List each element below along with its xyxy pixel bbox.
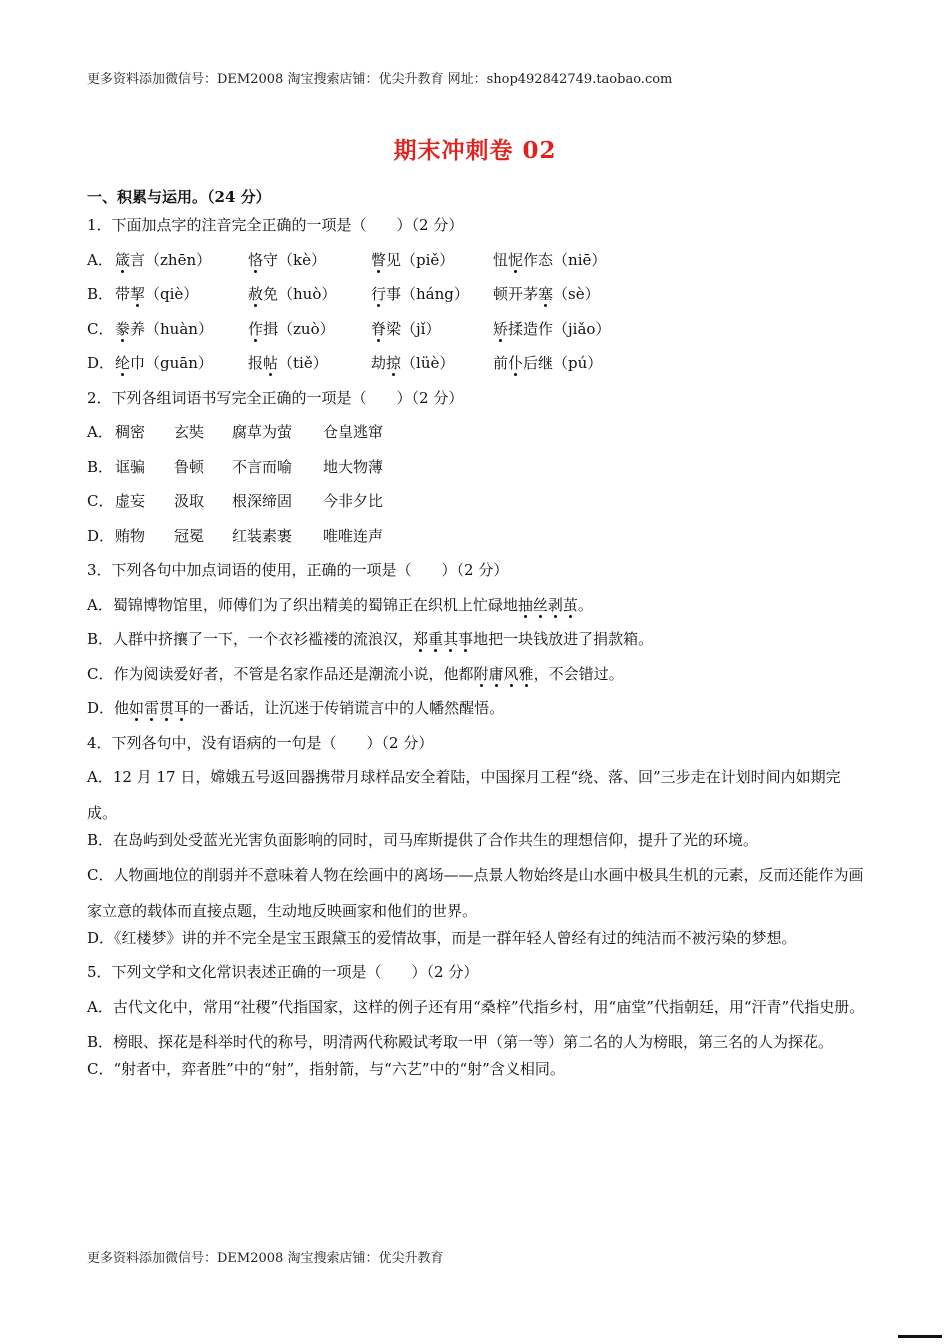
- option-label: A．: [87, 250, 113, 269]
- dotted-char: 行: [371, 285, 387, 303]
- option-word: 根深缔固: [232, 492, 293, 510]
- dotted-char: 恪: [248, 250, 264, 269]
- dotted-char: 纶: [115, 354, 131, 372]
- sentence-prefix: 作为阅读爱好者，不管是名家作品还是潮流小说，他都: [113, 664, 474, 683]
- page-footer: 更多资料添加微信号：DEM2008 淘宝搜索店铺：优尖升教育: [87, 1251, 444, 1266]
- option-text: 人物画地位的削弱并不意味着人物在绘画中的离场——点景人物始终是山水画中极具生机的元素，反而还能作为画家立意的载体而直接点题，生动地反映画家和他们的世界。: [87, 865, 864, 920]
- option-row: [87, 491, 867, 511]
- option-item: [493, 284, 600, 304]
- option-text: 榜眼、探花是科举时代的称号，明清两代称殿试考取一甲（第一等）第二名的人为榜眼，第三名的人为探花。: [113, 1032, 834, 1051]
- option-row: [87, 698, 867, 718]
- dotted-char: 风: [503, 664, 519, 683]
- item-prefix: 劫: [371, 354, 387, 372]
- sentence-prefix: 他: [114, 699, 130, 717]
- exam-content: [87, 186, 867, 1093]
- question-1-options: [87, 250, 867, 374]
- option-label: C．: [87, 492, 114, 510]
- dotted-char: 茧: [562, 595, 578, 614]
- item-suffix: 见（piě）: [386, 250, 455, 269]
- option-text: 《红楼梦》讲的并不完全是宝玉跟黛玉的爱情故事，而是一群年轻人曾经有过的纯洁而不被污染的梦想。: [114, 928, 797, 947]
- option-row: [87, 422, 867, 442]
- option-row: [87, 319, 867, 339]
- dotted-char: 雷: [144, 699, 160, 717]
- item-suffix: （qiè）: [145, 285, 199, 303]
- page-header: 更多资料添加微信号：DEM2008 淘宝搜索店铺：优尖升教育 网址：shop492842749.taobao.com: [87, 72, 673, 87]
- option-row: [87, 857, 867, 929]
- option-item: [493, 250, 606, 270]
- dotted-char: 如: [129, 699, 145, 717]
- sentence-suffix: 。: [577, 595, 593, 614]
- dotted-char: 郑: [413, 630, 429, 648]
- option-word: 贿物: [115, 526, 146, 545]
- dotted-char: 剥: [547, 595, 563, 614]
- option-row: [87, 250, 867, 270]
- item-suffix: 免（huò）: [263, 285, 337, 303]
- option-label: A．: [87, 768, 113, 786]
- item-suffix: 后继（pú）: [523, 354, 603, 372]
- item-suffix: 守（kè）: [263, 250, 326, 269]
- item-prefix: 顿开茅: [493, 285, 539, 303]
- dotted-char: 庸: [488, 664, 504, 683]
- option-label: B．: [87, 630, 114, 648]
- option-row: [87, 1059, 867, 1079]
- item-prefix: 带: [115, 285, 131, 303]
- option-item: [493, 319, 610, 339]
- dotted-char: 作: [248, 319, 264, 338]
- option-row: [87, 353, 867, 373]
- option-row: [87, 526, 867, 546]
- item-suffix: 养（huàn）: [130, 319, 213, 338]
- item-suffix: 言（zhēn）: [130, 250, 212, 269]
- option-label: B．: [87, 457, 114, 476]
- dotted-char: 丝: [532, 595, 548, 614]
- corner-mark: [898, 1335, 942, 1338]
- option-item: [371, 319, 493, 339]
- dotted-word: [518, 596, 578, 614]
- option-label: D．: [87, 526, 115, 545]
- dotted-char: 事: [458, 630, 474, 648]
- item-suffix: 揉造作（jiǎo）: [508, 319, 611, 338]
- dotted-char: 赦: [248, 285, 264, 303]
- option-item: [371, 353, 493, 373]
- dotted-word: [413, 630, 473, 648]
- option-item: [115, 353, 248, 373]
- question-1-stem: 1．下面加点字的注音完全正确的一项是（ ）（2 分）: [87, 216, 464, 234]
- question-2-stem: 2．下列各组词语书写完全正确的一项是（ ）（2 分）: [87, 388, 464, 407]
- dotted-char: 仆: [508, 354, 524, 372]
- option-item: [371, 284, 493, 304]
- item-suffix: 作态（niē）: [523, 250, 607, 269]
- option-item: [115, 284, 248, 304]
- dotted-word: [474, 665, 534, 683]
- option-row: [87, 989, 867, 1025]
- sentence-suffix: 的一番话，让沉迷于传销谎言中的人幡然醒悟。: [189, 699, 505, 717]
- dotted-char: 掠: [386, 354, 402, 372]
- option-label: B．: [87, 831, 114, 849]
- dotted-char: 帖: [263, 354, 279, 372]
- option-text: 在岛屿到处受蓝光光害负面影响的同时，司马库斯提供了合作共生的理想信仰，提升了光的环境。: [113, 831, 759, 849]
- option-label: D．: [87, 928, 115, 947]
- option-word: 诓骗: [115, 457, 146, 476]
- option-row: [87, 664, 867, 684]
- option-label: A．: [87, 423, 113, 441]
- item-suffix: 事（háng）: [386, 285, 469, 303]
- option-text: 12 月 17 日，嫦娥五号返回器携带月球样品安全着陆，中国探月工程“绕、落、回”三步走在计划时间内如期完成。: [87, 768, 841, 822]
- dotted-char: 雅: [518, 664, 534, 683]
- page-title: 期末冲刺卷 02: [393, 137, 557, 164]
- question-5-options: [87, 989, 867, 1079]
- option-word: 玄奘: [174, 423, 205, 441]
- option-word: 地大物薄: [323, 457, 384, 476]
- option-row: [87, 457, 867, 477]
- option-row: [87, 928, 867, 948]
- option-label: C．: [87, 319, 114, 338]
- sentence-suffix: ，不会错过。: [533, 664, 624, 683]
- option-text: 古代文化中，常用“社稷”代指国家，这样的例子还有用“桑梓”代指乡村，用“庙堂”代指朝廷，用“汗青”代指史册。: [112, 997, 865, 1016]
- option-row: [87, 1024, 867, 1060]
- dotted-char: 塞: [538, 285, 554, 303]
- option-text: “射者中，弈者胜”中的“射”，指射箭，与“六艺”中的“射”含义相同。: [113, 1059, 565, 1078]
- dotted-char: 耳: [174, 699, 190, 717]
- item-prefix: 前: [493, 354, 509, 372]
- dotted-char: 其: [443, 630, 459, 648]
- dotted-char: 挈: [130, 285, 146, 303]
- question-3-stem: 3．下列各句中加点词语的使用，正确的一项是（ ）（2 分）: [87, 561, 509, 579]
- option-item: [115, 250, 248, 270]
- dotted-char: 怩: [508, 250, 524, 269]
- option-label: C．: [87, 865, 114, 884]
- item-prefix: 忸: [493, 250, 509, 269]
- dotted-char: 脊: [371, 319, 387, 338]
- option-word: 今非夕比: [323, 492, 384, 510]
- option-item: [248, 250, 371, 270]
- option-label: A．: [87, 997, 113, 1016]
- sentence-suffix: 地把一块钱放进了捐款箱。: [473, 630, 654, 648]
- option-label: D．: [87, 354, 115, 372]
- dotted-char: 箴: [115, 250, 131, 269]
- question-4-options: [87, 759, 867, 948]
- item-suffix: （tiě）: [278, 354, 328, 372]
- option-word: 虚妄: [115, 492, 146, 510]
- option-item: [115, 319, 248, 339]
- option-word: 不言而喻: [232, 457, 293, 476]
- option-word: 唯唯连声: [323, 526, 384, 545]
- option-word: 稠密: [115, 423, 146, 441]
- sentence-prefix: 蜀锦博物馆里，师傅们为了织出精美的蜀锦正在织机上忙碌地: [112, 595, 518, 614]
- question-2-options: [87, 422, 867, 546]
- option-item: [248, 353, 371, 373]
- option-item: [248, 284, 371, 304]
- option-word: 汲取: [174, 492, 205, 510]
- item-prefix: 报: [248, 354, 264, 372]
- option-word: 鲁顿: [174, 457, 205, 476]
- dotted-char: 贯: [159, 699, 175, 717]
- dotted-char: 附: [473, 664, 489, 683]
- dotted-char: 豢: [115, 319, 131, 338]
- option-label: C．: [87, 1059, 114, 1078]
- section-heading: 一、积累与运用。（24 分）: [87, 188, 271, 206]
- dotted-char: 抽: [517, 595, 533, 614]
- dotted-word: [129, 699, 189, 717]
- item-suffix: 揖（zuò）: [263, 319, 335, 338]
- option-label: A．: [87, 595, 113, 614]
- question-3-options: [87, 595, 867, 719]
- question-4-stem: 4．下列各句中，没有语病的一句是（ ）（2 分）: [87, 733, 434, 752]
- option-row: [87, 284, 867, 304]
- dotted-char: 瞥: [371, 250, 387, 269]
- option-item: [371, 250, 493, 270]
- sentence-prefix: 人群中挤攘了一下，一个衣衫褴褛的流浪汉，: [113, 630, 414, 648]
- item-suffix: 巾（guān）: [130, 354, 213, 372]
- dotted-char: 重: [428, 630, 444, 648]
- option-item: [248, 319, 371, 339]
- option-word: 腐草为萤: [232, 423, 293, 441]
- option-word: 红装素裹: [232, 526, 293, 545]
- option-row: [87, 595, 867, 615]
- option-label: D．: [87, 699, 115, 717]
- item-suffix: 梁（jǐ）: [386, 319, 441, 338]
- option-row: [87, 830, 867, 850]
- option-word: 冠冕: [174, 526, 205, 545]
- option-row: [87, 759, 867, 831]
- option-label: C．: [87, 664, 114, 683]
- option-item: [493, 353, 602, 373]
- option-row: [87, 629, 867, 649]
- option-label: B．: [87, 1032, 114, 1051]
- dotted-char: 矫: [493, 319, 509, 338]
- item-suffix: （lüè）: [401, 354, 455, 372]
- question-5-stem: 5．下列文学和文化常识表述正确的一项是（ ）（2 分）: [87, 963, 479, 981]
- option-word: 仓皇逃窜: [323, 423, 384, 441]
- option-label: B．: [87, 285, 114, 303]
- item-suffix: （sè）: [553, 285, 600, 303]
